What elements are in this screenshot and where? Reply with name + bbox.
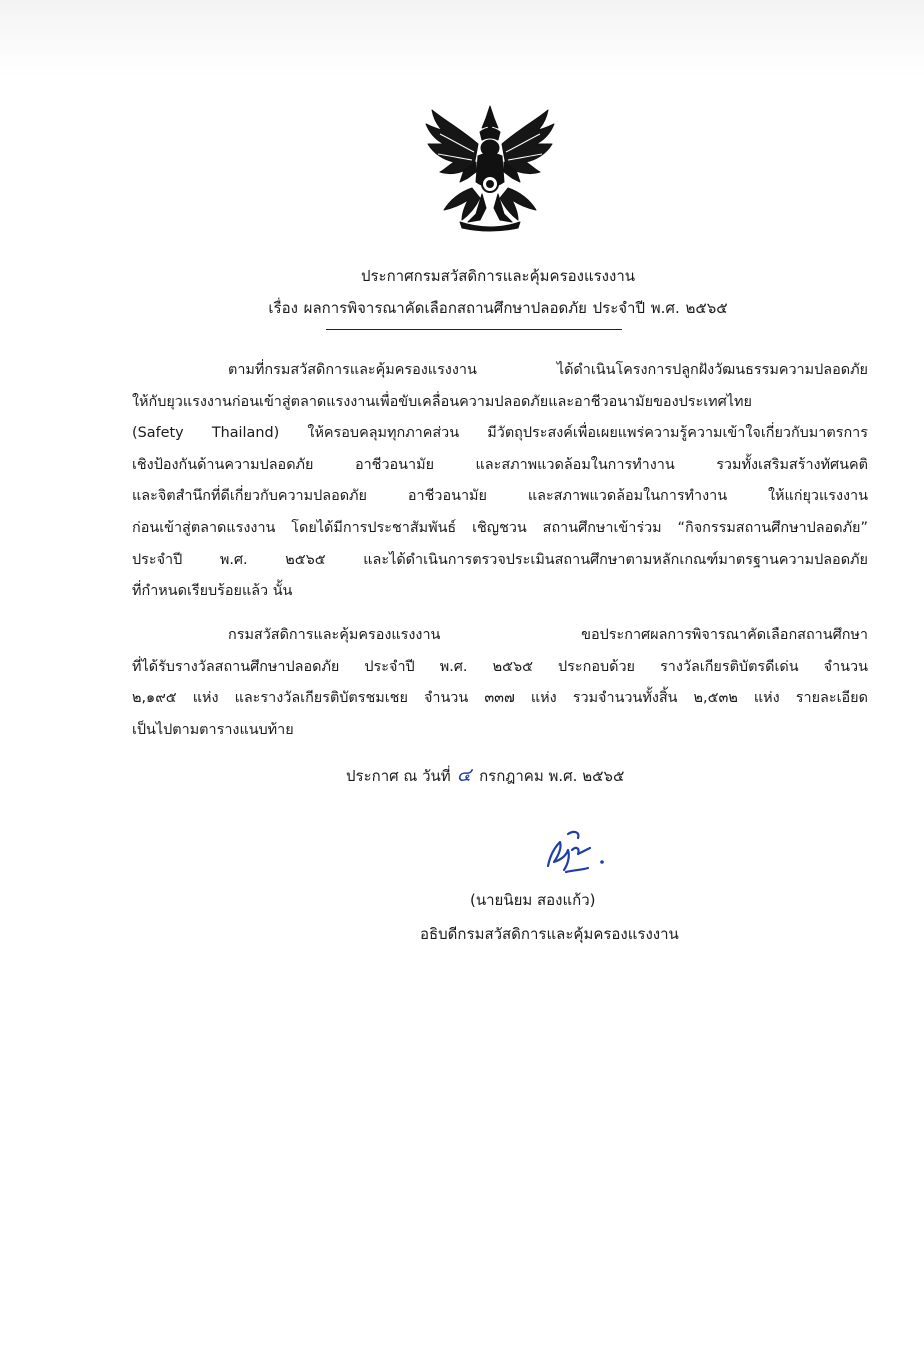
- date-day: ๔: [456, 764, 472, 786]
- signer-title: อธิบดีกรมสวัสดิการและคุ้มครองแรงงาน: [420, 925, 679, 943]
- garuda-emblem-icon: [424, 104, 556, 234]
- date-prefix: ประกาศ ณ วันที่: [346, 767, 451, 785]
- body-paragraph-1: [132, 355, 868, 608]
- announcement-subject: เรื่อง ผลการพิจารณาคัดเลือกสถานศึกษาปลอดภัย ประจำปี พ.ศ. ๒๕๖๕: [268, 299, 728, 317]
- paragraph-line: ที่กำหนดเรียบร้อยแล้ว นั้น: [132, 583, 293, 600]
- handwritten-signature: [538, 826, 610, 878]
- paragraph-line: ให้กับยุวแรงงานก่อนเข้าสู่ตลาดแรงงานเพื่อขับเคลื่อนความปลอดภัยและอาชีวอนามัยของประเทศไทย: [132, 393, 752, 410]
- paragraph-line: เชิงป้องกันด้านความปลอดภัย อาชีวอนามัย และสภาพแวดล้อมในการทำงาน รวมทั้งเสริมสร้างทัศนคติ: [132, 456, 868, 473]
- signer-name: (นายนิยม สองแก้ว): [470, 891, 596, 909]
- paragraph-line: ที่ได้รับรางวัลสถานศึกษาปลอดภัย ประจำปี พ.ศ. ๒๕๖๕ ประกอบด้วย รางวัลเกียรติบัตรดีเด่น จำนวน: [132, 658, 868, 675]
- announcement-date: [346, 760, 624, 790]
- date-month-year: กรกฎาคม พ.ศ. ๒๕๖๕: [479, 767, 625, 785]
- paragraph-line: ตามที่กรมสวัสดิการและคุ้มครองแรงงาน ได้ดำเนินโครงการปลูกฝังวัฒนธรรมความปลอดภัย: [228, 362, 868, 378]
- body-paragraph-2: [132, 620, 868, 746]
- scan-shadow: [0, 0, 924, 78]
- paragraph-line: และจิตสำนึกที่ดีเกี่ยวกับความปลอดภัย อาชีวอนามัย และสภาพแวดล้อมในการทำงาน ให้แก่ยุวแรงงาน: [132, 488, 868, 505]
- heading-divider: [326, 329, 622, 330]
- paragraph-line: กรมสวัสดิการและคุ้มครองแรงงาน ขอประกาศผลการพิจารณาคัดเลือกสถานศึกษา: [228, 627, 868, 643]
- announcement-title: ประกาศกรมสวัสดิการและคุ้มครองแรงงาน: [360, 267, 636, 285]
- paragraph-line: เป็นไปตามตารางแนบท้าย: [132, 721, 294, 738]
- paragraph-line: ก่อนเข้าสู่ตลาดแรงงาน โดยได้มีการประชาสัมพันธ์ เชิญชวน สถานศึกษาเข้าร่วม “กิจกรรมสถานศึกษาปลอดภัย”: [132, 519, 868, 536]
- paragraph-line: (Safety Thailand) ให้ครอบคลุมทุกภาคส่วน มีวัตถุประสงค์เพื่อเผยแพร่ความรู้ความเข้าใจเกี่ยวกับมาตรการ: [132, 425, 868, 442]
- paragraph-line: ประจำปี พ.ศ. ๒๕๖๕ และได้ดำเนินการตรวจประเมินสถานศึกษาตามหลักเกณฑ์มาตรฐานความปลอดภัย: [132, 551, 868, 568]
- paragraph-line: ๒,๑๙๕ แห่ง และรางวัลเกียรติบัตรชมเชย จำนวน ๓๓๗ แห่ง รวมจำนวนทั้งสิ้น ๒,๕๓๒ แห่ง รายละเอียด: [132, 690, 868, 707]
